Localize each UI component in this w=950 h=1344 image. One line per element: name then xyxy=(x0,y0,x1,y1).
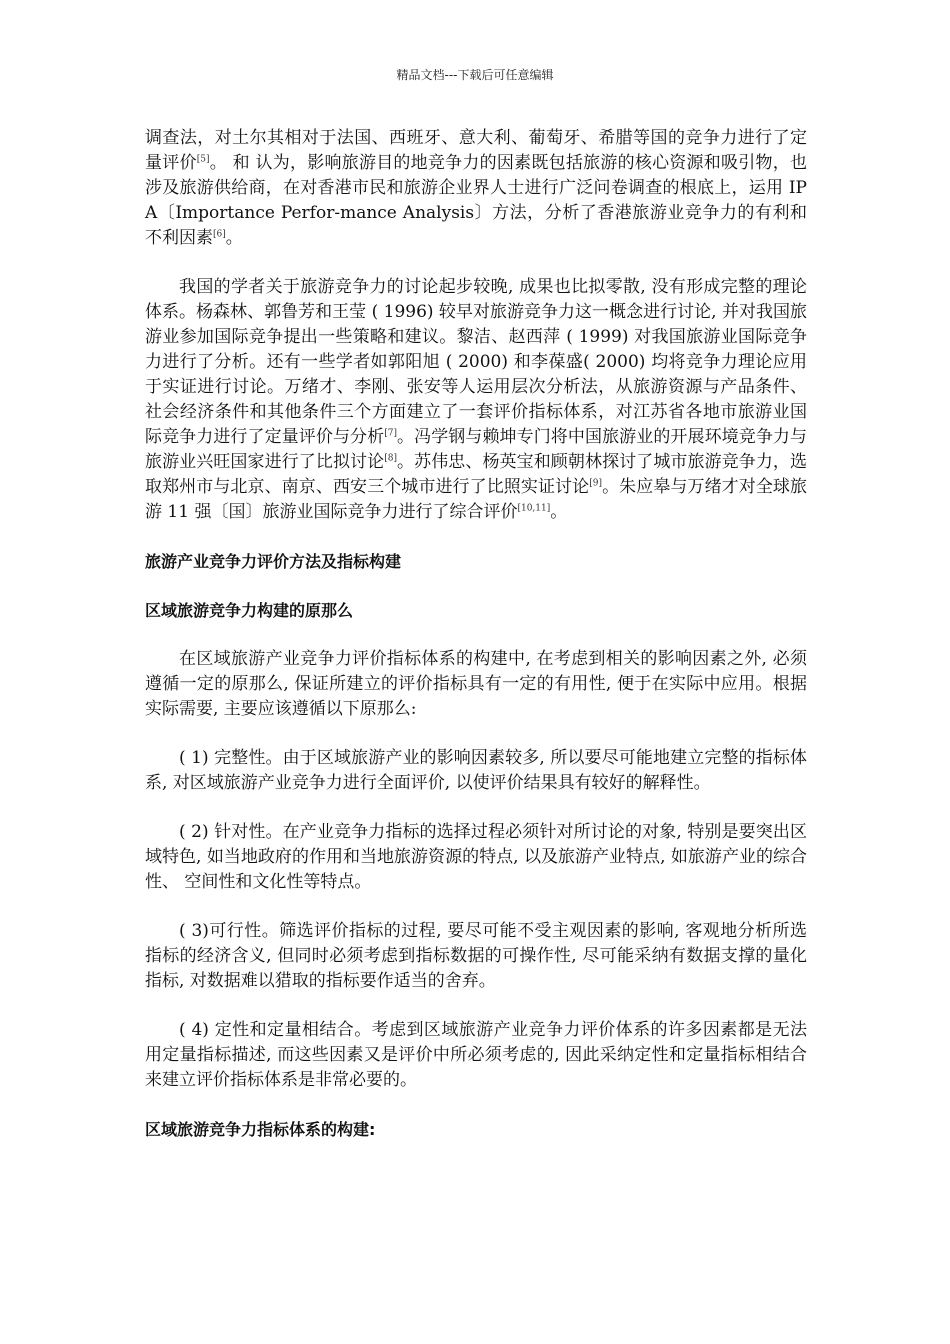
paragraph-principle-pertinence: ( 2) 针对性。在产业竞争力指标的选择过程必须针对所讨论的对象, 特别是要突出区域特色, 如当地政府的作用和当地旅游资源的特点, 以及旅游产业特点, 如旅游产业的综合性、 空间性和文化性等特点。 xyxy=(145,822,807,892)
text-run: 我国的学者关于旅游竞争力的讨论起步较晚, 成果也比拟零散, 没有形成完整的理论体系。杨森林、郭鲁芳和王莹 ( 1996) 较早对旅游竞争力这一概念进行讨论, 并对我国旅游业参加国际竞争提出一些策略和建议。黎洁、赵西萍 ( 1999) 对我国旅游业国际竞争力进行了分析。还有一些学者如郭阳旭 ( 2000) 和李葆盛( 2000) 均将竞争力理论应用于实证进行讨论。万绪才、李刚、张安等人运用层次分析法，从旅游资源与产品条件、社会经济条件和其他条件三个方面建立了一套评价指标体系，对江苏省各地市旅游业国际竞争力进行了定量评价与分析 xyxy=(145,277,807,447)
text-run: 。苏伟忠、杨英宝和顾朝林探讨了城市旅游竞争力，选取郑州市与北京、南京、西安三个城市进行了比照实证讨论 xyxy=(145,452,808,497)
text-run: 。朱应皋与万绪才对全球旅游 11 强〔国〕旅游业国际竞争力进行了综合评价 xyxy=(145,477,808,522)
paragraph-principle-completeness: ( 1) 完整性。由于区域旅游产业的影响因素较多, 所以要尽可能地建立完整的指标体系, 对区域旅游产业竞争力进行全面评价, 以使评价结果具有较好的解释性。 xyxy=(145,748,807,793)
citation-ref: [6] xyxy=(213,229,226,240)
paragraph-principle-feasibility: ( 3)可行性。筛选评价指标的过程, 要尽可能不受主观因素的影响, 客观地分析所选指标的经济含义, 但同时必须考虑到指标数据的可操作性, 尽可能采纳有数据支撑的量化指标, 对数据难以猎取的指标要作适当的舍弃。 xyxy=(145,921,807,991)
paragraph-literature-foreign xyxy=(145,126,807,251)
citation-ref: [5] xyxy=(196,154,210,165)
text-run: 。 和 认为，影响旅游目的地竞争力的因素既包括旅游的核心资源和吸引物，也涉及旅游供给商，在对香港市民和旅游企业界人士进行广泛问卷调查的根底上，运用 IPA〔Importance Perfor-mance Analysis〕方法，分析了香港旅游业竞争力的有利和不利因素 xyxy=(145,153,808,248)
citation-ref: [7] xyxy=(384,428,397,439)
paragraph-principle-qualitative-quantitative: ( 4) 定性和定量相结合。考虑到区域旅游产业竞争力评价体系的许多因素都是无法用定量指标描述, 而这些因素又是评价中所必须考虑的, 因此采纳定性和定量指标相结合来建立评价指标体系是非常必要的。 xyxy=(145,1020,807,1090)
text-run: 。 xyxy=(550,502,568,522)
section-heading-principles: 区域旅游竞争力构建的原那么 xyxy=(145,601,354,620)
text-run: 。冯学钢与赖坤专门将中国旅游业的开展环境竞争力与旅游业兴旺国家进行了比拟讨论 xyxy=(145,427,808,472)
section-heading-methods: 旅游产业竞争力评价方法及指标构建 xyxy=(145,552,402,571)
document-body xyxy=(145,126,807,1142)
text-run: 。 xyxy=(225,228,243,248)
paragraph-principles-intro: 在区域旅游产业竞争力评价指标体系的构建中, 在考虑到相关的影响因素之外, 必须遵循一定的原那么, 保证所建立的评价指标具有一定的有用性, 便于在实际中应用。根据实际需要, 主要应该遵循以下原那么: xyxy=(145,649,807,719)
section-heading-index-system: 区域旅游竞争力指标体系的构建: xyxy=(145,1120,376,1139)
citation-ref: [8] xyxy=(384,453,397,464)
text-run: 调查法，对土尔其相对于法国、西班牙、意大利、葡萄牙、希腊等国的竞争力进行了定量评价 xyxy=(145,128,807,173)
citation-ref: [10,11] xyxy=(517,503,551,514)
paragraph-literature-domestic xyxy=(145,275,807,525)
page-header: 精品文档---下载后可任意编辑 xyxy=(396,68,554,82)
citation-ref: [9] xyxy=(589,478,602,489)
